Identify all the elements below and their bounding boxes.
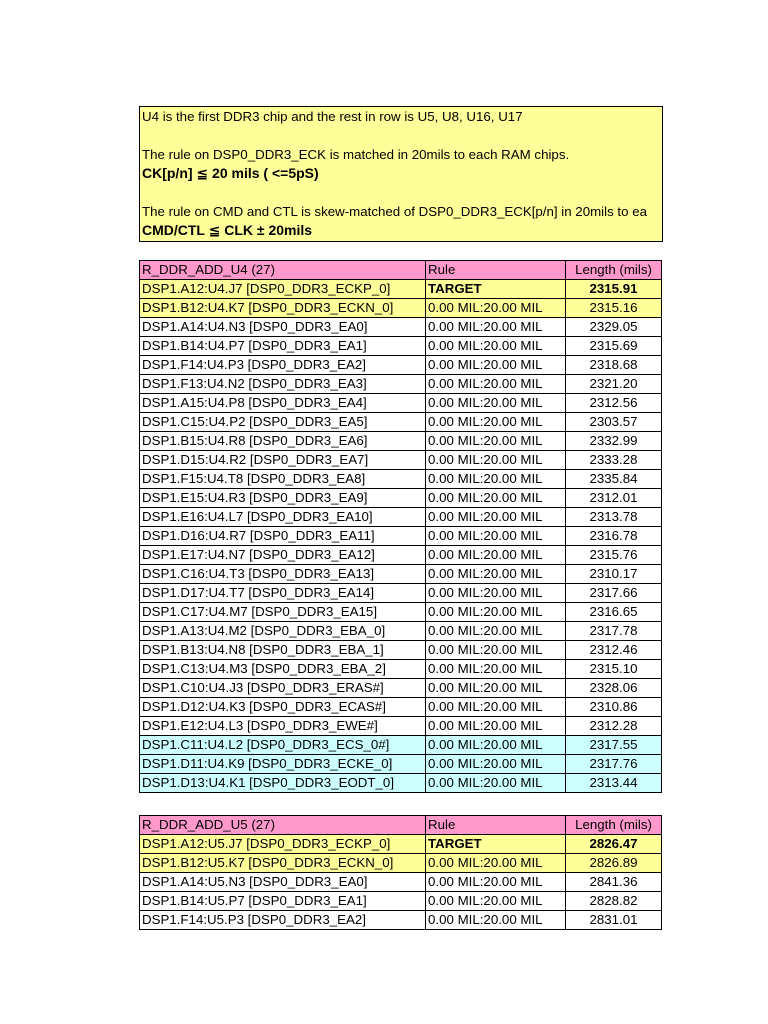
table-row — [140, 854, 662, 873]
net-cell: DSP1.A12:U5.J7 [DSP0_DDR3_ECKP_0] — [140, 835, 426, 854]
net-cell: DSP1.F15:U4.T8 [DSP0_DDR3_EA8] — [140, 470, 426, 489]
table-row — [140, 280, 662, 299]
table-row — [140, 394, 662, 413]
net-cell: DSP1.E12:U4.L3 [DSP0_DDR3_EWE#] — [140, 717, 426, 736]
table-row — [140, 755, 662, 774]
net-cell: DSP1.D11:U4.K9 [DSP0_DDR3_ECKE_0] — [140, 755, 426, 774]
length-cell: 2312.01 — [566, 489, 662, 508]
table-row — [140, 911, 662, 930]
rule-cell: 0.00 MIL:20.00 MIL — [426, 774, 566, 793]
rule-cell: 0.00 MIL:20.00 MIL — [426, 892, 566, 911]
net-cell: DSP1.D15:U4.R2 [DSP0_DDR3_EA7] — [140, 451, 426, 470]
length-table-u5 — [139, 815, 662, 930]
table-row — [140, 717, 662, 736]
length-cell: 2315.76 — [566, 546, 662, 565]
length-cell: 2332.99 — [566, 432, 662, 451]
net-cell: DSP1.C13:U4.M3 [DSP0_DDR3_EBA_2] — [140, 660, 426, 679]
table-row — [140, 873, 662, 892]
rule-cell: 0.00 MIL:20.00 MIL — [426, 299, 566, 318]
table-row — [140, 565, 662, 584]
net-cell: DSP1.B12:U5.K7 [DSP0_DDR3_ECKN_0] — [140, 854, 426, 873]
rule-cell: 0.00 MIL:20.00 MIL — [426, 603, 566, 622]
table-row — [140, 356, 662, 375]
length-cell: 2315.69 — [566, 337, 662, 356]
rule-cell: 0.00 MIL:20.00 MIL — [426, 873, 566, 892]
rule-cell: 0.00 MIL:20.00 MIL — [426, 854, 566, 873]
length-cell: 2313.78 — [566, 508, 662, 527]
table-row — [140, 375, 662, 394]
net-cell: DSP1.B13:U4.N8 [DSP0_DDR3_EBA_1] — [140, 641, 426, 660]
length-cell: 2316.65 — [566, 603, 662, 622]
net-cell: DSP1.A14:U4.N3 [DSP0_DDR3_EA0] — [140, 318, 426, 337]
rule-cell: 0.00 MIL:20.00 MIL — [426, 622, 566, 641]
rule-cell: 0.00 MIL:20.00 MIL — [426, 337, 566, 356]
table-row — [140, 318, 662, 337]
rule-cell: 0.00 MIL:20.00 MIL — [426, 451, 566, 470]
length-cell: 2828.82 — [566, 892, 662, 911]
net-cell: DSP1.F13:U4.N2 [DSP0_DDR3_EA3] — [140, 375, 426, 394]
rule-cell: 0.00 MIL:20.00 MIL — [426, 660, 566, 679]
table-row — [140, 622, 662, 641]
net-cell: DSP1.E16:U4.L7 [DSP0_DDR3_EA10] — [140, 508, 426, 527]
rule-cell: 0.00 MIL:20.00 MIL — [426, 470, 566, 489]
table-header-row — [140, 261, 662, 280]
rule-cell: 0.00 MIL:20.00 MIL — [426, 432, 566, 451]
length-cell: 2315.91 — [566, 280, 662, 299]
rule-cell: 0.00 MIL:20.00 MIL — [426, 584, 566, 603]
length-cell: 2310.17 — [566, 565, 662, 584]
table-row — [140, 603, 662, 622]
length-cell: 2328.06 — [566, 679, 662, 698]
rule-cell: 0.00 MIL:20.00 MIL — [426, 318, 566, 337]
header-net: R_DDR_ADD_U5 (27) — [140, 816, 426, 835]
length-cell: 2318.68 — [566, 356, 662, 375]
rule-cell: 0.00 MIL:20.00 MIL — [426, 717, 566, 736]
net-cell: DSP1.E17:U4.N7 [DSP0_DDR3_EA12] — [140, 546, 426, 565]
length-table-u4 — [139, 260, 662, 793]
length-cell: 2826.89 — [566, 854, 662, 873]
net-cell: DSP1.D12:U4.K3 [DSP0_DDR3_ECAS#] — [140, 698, 426, 717]
table-row — [140, 299, 662, 318]
length-cell: 2335.84 — [566, 470, 662, 489]
rule-cell: TARGET — [426, 835, 566, 854]
length-cell: 2303.57 — [566, 413, 662, 432]
net-cell: DSP1.A13:U4.M2 [DSP0_DDR3_EBA_0] — [140, 622, 426, 641]
length-cell: 2312.56 — [566, 394, 662, 413]
table-row — [140, 546, 662, 565]
table-row — [140, 337, 662, 356]
rule-cell: 0.00 MIL:20.00 MIL — [426, 911, 566, 930]
header-rule: Rule — [426, 261, 566, 280]
table-row — [140, 660, 662, 679]
length-cell: 2317.76 — [566, 755, 662, 774]
length-cell: 2321.20 — [566, 375, 662, 394]
rule-cell: 0.00 MIL:20.00 MIL — [426, 394, 566, 413]
header-length: Length (mils) — [566, 816, 662, 835]
length-cell: 2317.66 — [566, 584, 662, 603]
header-net: R_DDR_ADD_U4 (27) — [140, 261, 426, 280]
table-row — [140, 489, 662, 508]
length-cell: 2317.55 — [566, 736, 662, 755]
length-cell: 2826.47 — [566, 835, 662, 854]
table-row — [140, 470, 662, 489]
table-row — [140, 736, 662, 755]
length-cell: 2333.28 — [566, 451, 662, 470]
header-length: Length (mils) — [566, 261, 662, 280]
net-cell: DSP1.A14:U5.N3 [DSP0_DDR3_EA0] — [140, 873, 426, 892]
net-cell: DSP1.C17:U4.M7 [DSP0_DDR3_EA15] — [140, 603, 426, 622]
table-row — [140, 432, 662, 451]
net-cell: DSP1.D13:U4.K1 [DSP0_DDR3_EODT_0] — [140, 774, 426, 793]
length-cell: 2312.28 — [566, 717, 662, 736]
rule-cell: 0.00 MIL:20.00 MIL — [426, 565, 566, 584]
net-cell: DSP1.C11:U4.L2 [DSP0_DDR3_ECS_0#] — [140, 736, 426, 755]
net-cell: DSP1.D17:U4.T7 [DSP0_DDR3_EA14] — [140, 584, 426, 603]
table-row — [140, 413, 662, 432]
length-cell: 2312.46 — [566, 641, 662, 660]
length-cell: 2831.01 — [566, 911, 662, 930]
net-cell: DSP1.A15:U4.P8 [DSP0_DDR3_EA4] — [140, 394, 426, 413]
note-spacer — [140, 126, 662, 145]
length-cell: 2316.78 — [566, 527, 662, 546]
rule-cell: 0.00 MIL:20.00 MIL — [426, 508, 566, 527]
net-cell: DSP1.C15:U4.P2 [DSP0_DDR3_EA5] — [140, 413, 426, 432]
table-row — [140, 641, 662, 660]
length-cell: 2310.86 — [566, 698, 662, 717]
rule-cell: 0.00 MIL:20.00 MIL — [426, 546, 566, 565]
net-cell: DSP1.A12:U4.J7 [DSP0_DDR3_ECKP_0] — [140, 280, 426, 299]
table-row — [140, 698, 662, 717]
rule-cell: 0.00 MIL:20.00 MIL — [426, 736, 566, 755]
rule-cell: 0.00 MIL:20.00 MIL — [426, 413, 566, 432]
note-rule: CMD/CTL ≦ CLK ± 20mils — [142, 222, 313, 238]
table-row — [140, 451, 662, 470]
table-row — [140, 892, 662, 911]
rule-cell: 0.00 MIL:20.00 MIL — [426, 755, 566, 774]
rule-cell: 0.00 MIL:20.00 MIL — [426, 489, 566, 508]
rule-cell: 0.00 MIL:20.00 MIL — [426, 527, 566, 546]
length-cell: 2313.44 — [566, 774, 662, 793]
table-row — [140, 679, 662, 698]
net-cell: DSP1.B12:U4.K7 [DSP0_DDR3_ECKN_0] — [140, 299, 426, 318]
net-cell: DSP1.D16:U4.R7 [DSP0_DDR3_EA11] — [140, 527, 426, 546]
length-cell: 2841.36 — [566, 873, 662, 892]
note-line: The rule on CMD and CTL is skew-matched of DSP0_DDR3_ECK[p/n] in 20mils to ea — [142, 204, 648, 219]
rule-cell: 0.00 MIL:20.00 MIL — [426, 679, 566, 698]
table-row — [140, 774, 662, 793]
note-line: U4 is the first DDR3 chip and the rest in row is U5, U8, U16, U17 — [142, 109, 523, 124]
table-row — [140, 527, 662, 546]
length-cell: 2315.10 — [566, 660, 662, 679]
net-cell: DSP1.E15:U4.R3 [DSP0_DDR3_EA9] — [140, 489, 426, 508]
note-rule: CK[p/n] ≦ 20 mils ( <=5pS) — [142, 165, 319, 181]
rule-cell: TARGET — [426, 280, 566, 299]
net-cell: DSP1.B15:U4.R8 [DSP0_DDR3_EA6] — [140, 432, 426, 451]
rule-cell: 0.00 MIL:20.00 MIL — [426, 641, 566, 660]
net-cell: DSP1.B14:U4.P7 [DSP0_DDR3_EA1] — [140, 337, 426, 356]
rule-cell: 0.00 MIL:20.00 MIL — [426, 698, 566, 717]
length-cell: 2315.16 — [566, 299, 662, 318]
net-cell: DSP1.C16:U4.T3 [DSP0_DDR3_EA13] — [140, 565, 426, 584]
notes-box — [139, 106, 663, 242]
note-line: The rule on DSP0_DDR3_ECK is matched in 20mils to each RAM chips. — [142, 147, 570, 162]
table-header-row — [140, 816, 662, 835]
length-cell: 2329.05 — [566, 318, 662, 337]
length-cell: 2317.78 — [566, 622, 662, 641]
net-cell: DSP1.F14:U5.P3 [DSP0_DDR3_EA2] — [140, 911, 426, 930]
header-rule: Rule — [426, 816, 566, 835]
table-row — [140, 508, 662, 527]
table-row — [140, 835, 662, 854]
table-row — [140, 584, 662, 603]
rule-cell: 0.00 MIL:20.00 MIL — [426, 375, 566, 394]
note-spacer — [140, 183, 662, 202]
net-cell: DSP1.F14:U4.P3 [DSP0_DDR3_EA2] — [140, 356, 426, 375]
net-cell: DSP1.B14:U5.P7 [DSP0_DDR3_EA1] — [140, 892, 426, 911]
rule-cell: 0.00 MIL:20.00 MIL — [426, 356, 566, 375]
net-cell: DSP1.C10:U4.J3 [DSP0_DDR3_ERAS#] — [140, 679, 426, 698]
